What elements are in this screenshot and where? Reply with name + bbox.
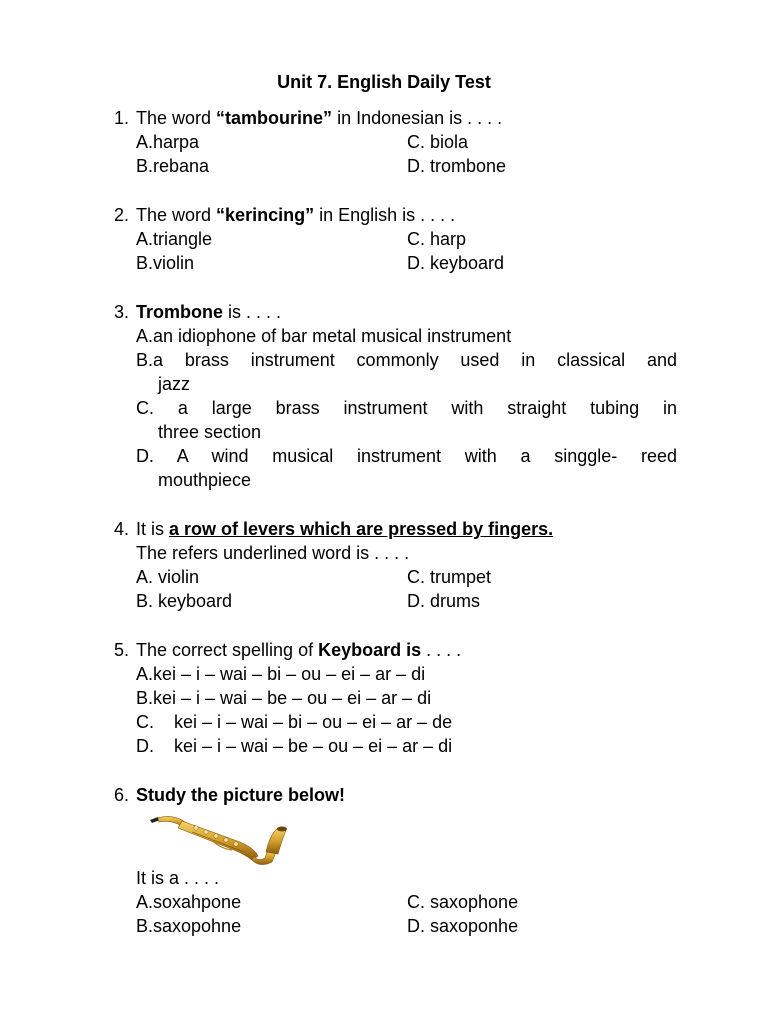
question-stem: The word “tambourine” in Indonesian is . . . . — [136, 108, 503, 128]
page-title: Unit 7. English Daily Test — [277, 72, 491, 92]
option-c: C. kei – i – wai – bi – ou – ei – ar – de — [136, 712, 453, 732]
option-c: C. trumpet — [407, 567, 492, 587]
question-number: 1. — [114, 108, 130, 128]
question-stem: It is a . . . . — [136, 868, 220, 888]
option-b: B.rebana — [136, 156, 210, 176]
underlined-phrase: a row of levers which are pressed by fingers. — [169, 519, 554, 539]
option-b: B.a brass instrument commonly used in classical and — [136, 350, 677, 370]
option-b: B.kei – i – wai – be – ou – ei – ar – di — [136, 688, 432, 708]
question-number: 6. — [114, 785, 130, 805]
option-a: A.harpa — [136, 132, 200, 152]
option-c: C. harp — [407, 229, 467, 249]
option-a: A. violin — [136, 567, 200, 587]
option-a: A.kei – i – wai – bi – ou – ei – ar – di — [136, 664, 426, 684]
option-d-continued: mouthpiece — [158, 470, 252, 490]
option-a: A.triangle — [136, 229, 213, 249]
option-c: C. a large brass instrument with straight tubing in — [136, 398, 677, 418]
option-b: B.saxopohne — [136, 916, 242, 936]
question-stem: Trombone is . . . . — [136, 302, 282, 322]
question-stem-continued: The refers underlined word is . . . . — [136, 543, 410, 563]
question-stem: The correct spelling of Keyboard is . . . . — [136, 640, 462, 660]
question-number: 5. — [114, 640, 130, 660]
option-d: D. A wind musical instrument with a singgle- reed — [136, 446, 677, 466]
option-d: D. keyboard — [407, 253, 505, 273]
option-b-continued: jazz — [158, 374, 191, 394]
option-b: B.violin — [136, 253, 195, 273]
option-d: D. kei – i – wai – be – ou – ei – ar – di — [136, 736, 453, 756]
option-a: A.an idiophone of bar metal musical instrument — [136, 326, 512, 346]
question-number: 4. — [114, 519, 130, 539]
option-d: D. saxoponhe — [407, 916, 519, 936]
question-number: 2. — [114, 205, 130, 225]
question-number: 3. — [114, 302, 130, 322]
option-b: B. keyboard — [136, 591, 233, 611]
option-d: D. drums — [407, 591, 481, 611]
option-c-continued: three section — [158, 422, 262, 442]
option-a: A.soxahpone — [136, 892, 242, 912]
option-c: C. biola — [407, 132, 469, 152]
question-stem: It is a row of levers which are pressed by fingers. — [136, 519, 554, 539]
option-c: C. saxophone — [407, 892, 519, 912]
question-stem: Study the picture below! — [136, 785, 346, 805]
question-stem: The word “kerincing” in English is . . . . — [136, 205, 456, 225]
option-d: D. trombone — [407, 156, 507, 176]
saxophone-image — [148, 808, 288, 870]
